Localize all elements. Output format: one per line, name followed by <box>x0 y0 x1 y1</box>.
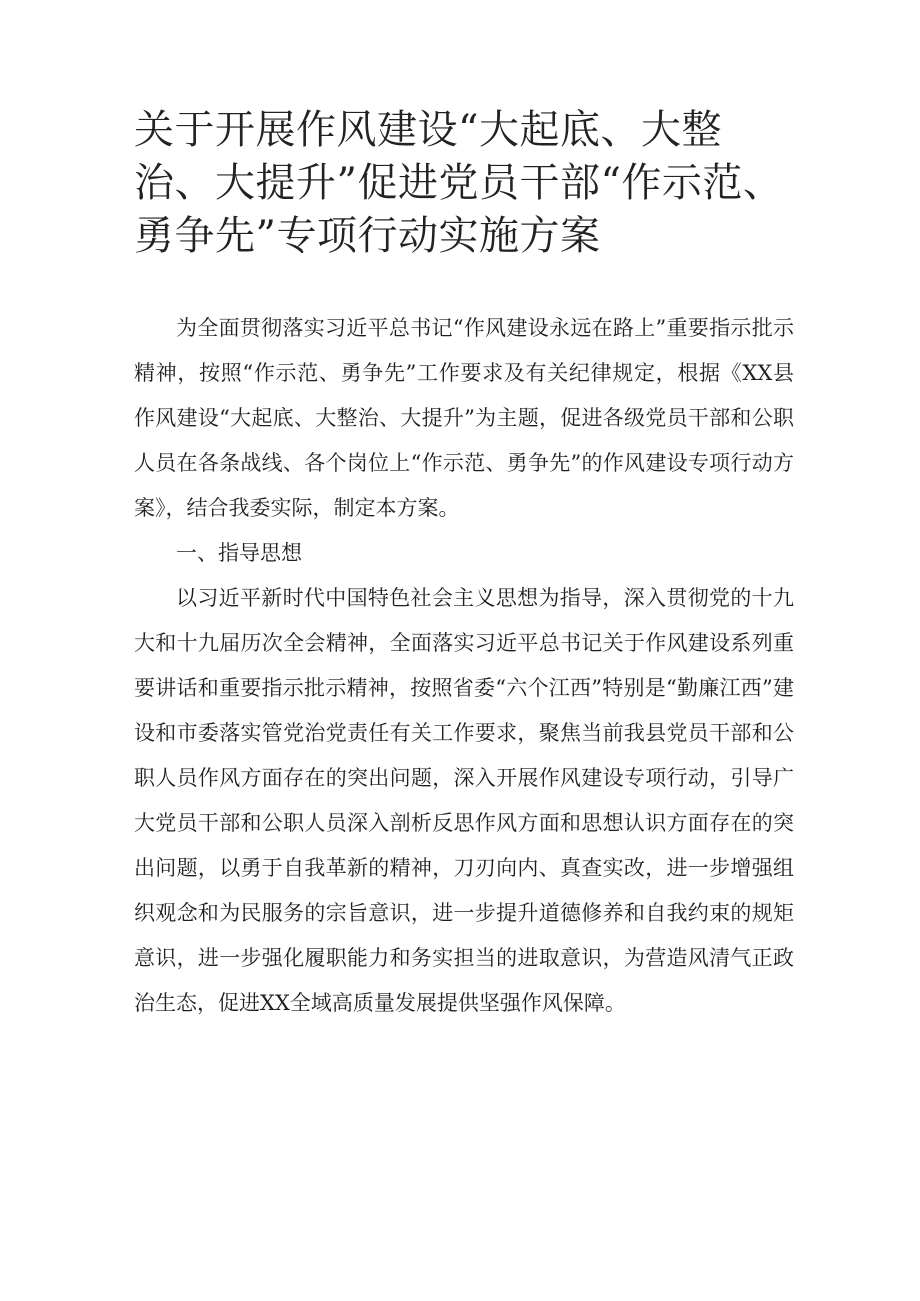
paragraph-guiding-ideology: 以习近平新时代中国特色社会主义思想为指导，深入贯彻党的十九大和十九届历次全会精神，全面落实习近平总书记关于作风建设系列重要讲话和重要指示批示精神，按照省委“六个江西”特别是“勤廉江西”建设和市委落实管党治党责任有关工作要求，聚焦当前我县党员干部和公职人员作风方面存在的突出问题，深入开展作风建设专项行动，引导广大党员干部和公职人员深入剖析反思作风方面和思想认识方面存在的突出问题，以勇于自我革新的精神，刀刃向内、真查实改，进一步增强组织观念和为民服务的宗旨意识，进一步提升道德修养和自我约束的规矩意识，进一步强化履职能力和务实担当的进取意识，为营造风清气正政治生态，促进XX全域高质量发展提供坚强作风保障。 <box>134 586 794 1015</box>
paragraph-intro: 为全面贯彻落实习近平总书记“作风建设永远在路上”重要指示批示精神，按照“作示范、勇争先”工作要求及有关纪律规定，根据《XX县作风建设“大起底、大整治、大提升”为主题，促进各级党员干部和公职人员在各条战线、各个岗位上“作示范、勇争先”的作风建设专项行动方案》，结合我委实际，制定本方案。 <box>134 316 794 520</box>
section-heading-guiding-ideology: 一、指导思想 <box>176 541 302 565</box>
document-title: 关于开展作风建设“大起底、大整治、大提升”促进党员干部“作示范、勇争先”专项行动实施方案 <box>134 107 784 259</box>
document-body <box>134 306 794 1026</box>
